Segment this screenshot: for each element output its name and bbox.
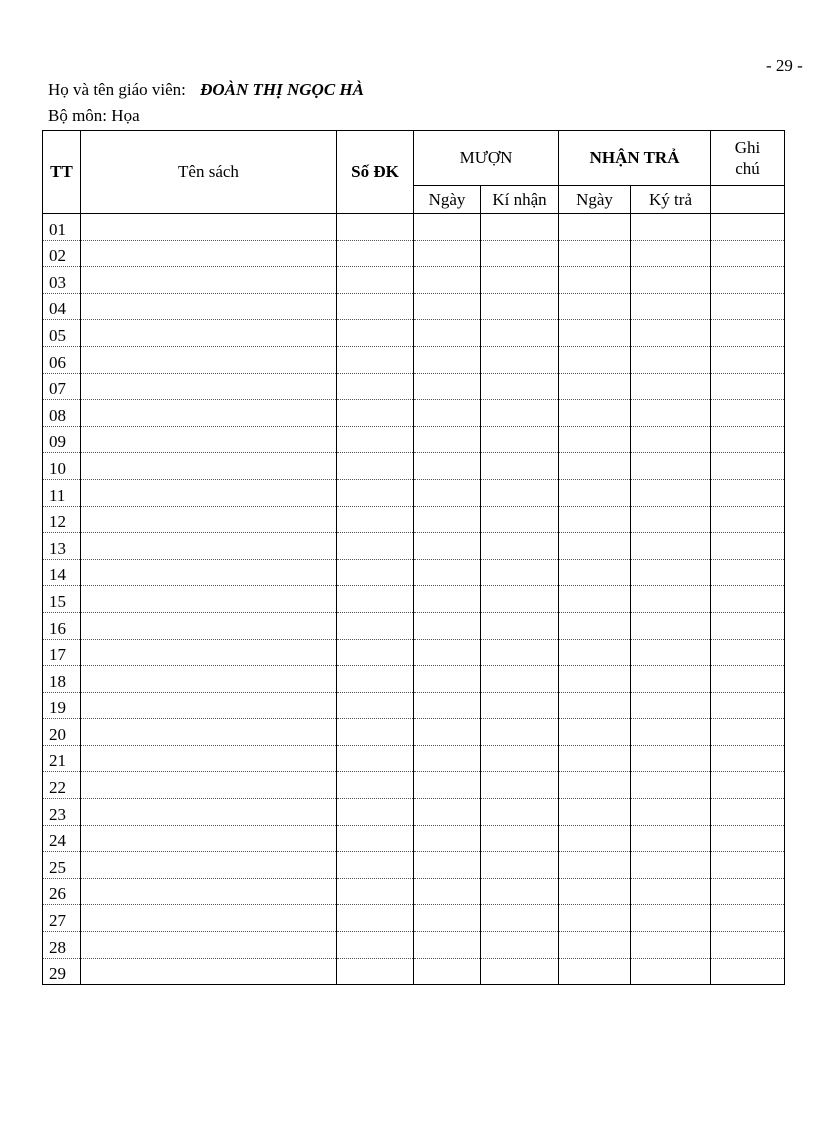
empty-cell (481, 400, 559, 427)
empty-cell (481, 772, 559, 799)
empty-cell (559, 612, 631, 639)
empty-cell (711, 506, 785, 533)
empty-cell (414, 320, 481, 347)
empty-cell (337, 533, 414, 560)
empty-cell (711, 453, 785, 480)
empty-cell (337, 799, 414, 826)
empty-cell (711, 612, 785, 639)
page-number: - 29 - (766, 56, 803, 75)
empty-cell (81, 453, 337, 480)
empty-cell (631, 479, 711, 506)
empty-cell (559, 958, 631, 985)
empty-cell (81, 799, 337, 826)
empty-cell (81, 745, 337, 772)
empty-cell (414, 719, 481, 746)
table-row (43, 214, 785, 241)
row-number: 12 (43, 506, 81, 533)
row-number: 26 (43, 878, 81, 905)
empty-cell (631, 293, 711, 320)
empty-cell (481, 373, 559, 400)
empty-cell (631, 719, 711, 746)
table-row (43, 400, 785, 427)
empty-cell (631, 346, 711, 373)
table-row (43, 293, 785, 320)
empty-cell (711, 559, 785, 586)
empty-cell (711, 852, 785, 879)
empty-cell (711, 479, 785, 506)
empty-cell (81, 666, 337, 693)
empty-cell (81, 346, 337, 373)
empty-cell (337, 932, 414, 959)
subject-label: Bộ môn: (48, 106, 108, 125)
empty-cell (631, 666, 711, 693)
empty-cell (337, 373, 414, 400)
empty-cell (81, 426, 337, 453)
empty-cell (711, 932, 785, 959)
col-header-notes-line2: chú (735, 159, 760, 178)
row-number: 11 (43, 479, 81, 506)
empty-cell (559, 666, 631, 693)
empty-cell (631, 320, 711, 347)
empty-cell (631, 852, 711, 879)
empty-cell (414, 612, 481, 639)
empty-cell (337, 639, 414, 666)
empty-cell (481, 586, 559, 613)
table-row (43, 745, 785, 772)
empty-cell (559, 825, 631, 852)
sub-header-borrow-sign: Kí nhận (481, 186, 559, 214)
empty-cell (631, 214, 711, 241)
empty-cell (414, 852, 481, 879)
empty-cell (337, 267, 414, 294)
empty-cell (559, 320, 631, 347)
table-row (43, 533, 785, 560)
table-row (43, 479, 785, 506)
empty-cell (559, 852, 631, 879)
empty-cell (559, 426, 631, 453)
empty-cell (481, 825, 559, 852)
empty-cell (631, 799, 711, 826)
col-group-return: NHẬN TRẢ (559, 131, 711, 186)
row-number: 21 (43, 745, 81, 772)
empty-cell (81, 612, 337, 639)
empty-cell (711, 267, 785, 294)
empty-cell (337, 559, 414, 586)
empty-cell (559, 346, 631, 373)
empty-cell (631, 267, 711, 294)
col-header-notes-line1: Ghi (734, 138, 761, 157)
empty-cell (559, 267, 631, 294)
empty-cell (414, 905, 481, 932)
empty-cell (559, 692, 631, 719)
empty-cell (559, 932, 631, 959)
empty-cell (481, 453, 559, 480)
empty-cell (631, 639, 711, 666)
empty-cell (481, 905, 559, 932)
empty-cell (711, 719, 785, 746)
row-number: 04 (43, 293, 81, 320)
col-header-registration-number: Số ĐK (337, 131, 414, 214)
col-header-tt: TT (43, 131, 81, 214)
empty-cell (337, 692, 414, 719)
empty-cell (337, 666, 414, 693)
empty-cell (337, 320, 414, 347)
empty-cell (81, 479, 337, 506)
row-number: 17 (43, 639, 81, 666)
empty-cell (711, 878, 785, 905)
empty-cell (481, 293, 559, 320)
table-row (43, 878, 785, 905)
row-number: 02 (43, 240, 81, 267)
row-number: 07 (43, 373, 81, 400)
empty-cell (481, 612, 559, 639)
empty-cell (711, 346, 785, 373)
empty-cell (81, 639, 337, 666)
empty-cell (711, 533, 785, 560)
empty-cell (481, 799, 559, 826)
row-number: 09 (43, 426, 81, 453)
row-number: 10 (43, 453, 81, 480)
empty-cell (631, 240, 711, 267)
row-number: 01 (43, 214, 81, 241)
empty-cell (81, 878, 337, 905)
row-number: 19 (43, 692, 81, 719)
empty-cell (337, 958, 414, 985)
empty-cell (559, 719, 631, 746)
empty-cell (631, 533, 711, 560)
empty-cell (414, 825, 481, 852)
empty-cell (81, 400, 337, 427)
empty-cell (711, 799, 785, 826)
empty-cell (81, 852, 337, 879)
table-row (43, 905, 785, 932)
row-number: 14 (43, 559, 81, 586)
empty-cell (81, 958, 337, 985)
empty-cell (81, 240, 337, 267)
table-row (43, 373, 785, 400)
empty-cell (711, 426, 785, 453)
sub-header-notes-blank (711, 186, 785, 214)
empty-cell (631, 825, 711, 852)
table-row (43, 612, 785, 639)
empty-cell (631, 772, 711, 799)
table-row (43, 639, 785, 666)
table-row (43, 267, 785, 294)
empty-cell (481, 267, 559, 294)
empty-cell (481, 426, 559, 453)
empty-cell (481, 932, 559, 959)
row-number: 24 (43, 825, 81, 852)
empty-cell (631, 373, 711, 400)
table-row (43, 772, 785, 799)
empty-cell (559, 559, 631, 586)
empty-cell (481, 533, 559, 560)
empty-cell (481, 240, 559, 267)
empty-cell (337, 772, 414, 799)
subject-value: Họa (111, 106, 140, 125)
empty-cell (337, 586, 414, 613)
empty-cell (559, 799, 631, 826)
empty-cell (81, 692, 337, 719)
table-row (43, 320, 785, 347)
table-row (43, 852, 785, 879)
empty-cell (559, 745, 631, 772)
row-number: 22 (43, 772, 81, 799)
empty-cell (711, 320, 785, 347)
row-number: 20 (43, 719, 81, 746)
empty-cell (631, 958, 711, 985)
row-number: 18 (43, 666, 81, 693)
empty-cell (711, 214, 785, 241)
empty-cell (711, 825, 785, 852)
teacher-label: Họ và tên giáo viên: (48, 80, 186, 99)
row-number: 13 (43, 533, 81, 560)
empty-cell (481, 559, 559, 586)
empty-cell (559, 479, 631, 506)
table-row (43, 559, 785, 586)
empty-cell (81, 932, 337, 959)
empty-cell (414, 559, 481, 586)
empty-cell (711, 373, 785, 400)
empty-cell (559, 506, 631, 533)
empty-cell (631, 400, 711, 427)
empty-cell (81, 825, 337, 852)
empty-cell (711, 958, 785, 985)
table-row (43, 666, 785, 693)
empty-cell (81, 533, 337, 560)
empty-cell (559, 453, 631, 480)
row-number: 06 (43, 346, 81, 373)
empty-cell (337, 852, 414, 879)
empty-cell (481, 878, 559, 905)
empty-cell (81, 320, 337, 347)
empty-cell (481, 320, 559, 347)
empty-cell (481, 745, 559, 772)
empty-cell (337, 745, 414, 772)
empty-cell (337, 719, 414, 746)
empty-cell (631, 932, 711, 959)
table-row (43, 346, 785, 373)
table-row (43, 958, 785, 985)
empty-cell (414, 745, 481, 772)
empty-cell (711, 905, 785, 932)
empty-cell (481, 639, 559, 666)
empty-cell (559, 905, 631, 932)
empty-cell (559, 293, 631, 320)
empty-cell (711, 400, 785, 427)
empty-cell (414, 533, 481, 560)
empty-cell (711, 666, 785, 693)
empty-cell (337, 293, 414, 320)
empty-cell (711, 639, 785, 666)
empty-cell (711, 586, 785, 613)
empty-cell (559, 373, 631, 400)
empty-cell (81, 373, 337, 400)
empty-cell (631, 745, 711, 772)
empty-cell (337, 240, 414, 267)
table-row (43, 506, 785, 533)
empty-cell (711, 692, 785, 719)
empty-cell (481, 692, 559, 719)
empty-cell (631, 426, 711, 453)
table-row (43, 932, 785, 959)
table-row (43, 453, 785, 480)
empty-cell (81, 905, 337, 932)
empty-cell (631, 692, 711, 719)
empty-cell (414, 586, 481, 613)
empty-cell (414, 666, 481, 693)
table-row (43, 692, 785, 719)
row-number: 23 (43, 799, 81, 826)
teacher-line (48, 80, 364, 100)
empty-cell (337, 479, 414, 506)
empty-cell (414, 958, 481, 985)
empty-cell (337, 506, 414, 533)
table-row (43, 799, 785, 826)
empty-cell (414, 400, 481, 427)
empty-cell (81, 506, 337, 533)
table-row (43, 825, 785, 852)
empty-cell (414, 267, 481, 294)
empty-cell (337, 214, 414, 241)
empty-cell (81, 719, 337, 746)
row-number: 03 (43, 267, 81, 294)
table-row (43, 586, 785, 613)
row-number: 29 (43, 958, 81, 985)
teacher-name: ĐOÀN THỊ NGỌC HÀ (200, 80, 364, 99)
empty-cell (81, 586, 337, 613)
table-body (43, 214, 785, 985)
empty-cell (414, 453, 481, 480)
empty-cell (414, 293, 481, 320)
empty-cell (414, 346, 481, 373)
empty-cell (414, 426, 481, 453)
empty-cell (559, 878, 631, 905)
row-number: 15 (43, 586, 81, 613)
empty-cell (481, 958, 559, 985)
row-number: 25 (43, 852, 81, 879)
empty-cell (414, 506, 481, 533)
col-header-notes (711, 131, 785, 186)
sub-header-return-date: Ngày (559, 186, 631, 214)
empty-cell (414, 240, 481, 267)
empty-cell (414, 932, 481, 959)
empty-cell (559, 639, 631, 666)
empty-cell (631, 506, 711, 533)
empty-cell (414, 373, 481, 400)
empty-cell (481, 214, 559, 241)
empty-cell (337, 400, 414, 427)
book-loan-table (42, 130, 785, 985)
sub-header-borrow-date: Ngày (414, 186, 481, 214)
empty-cell (631, 878, 711, 905)
empty-cell (81, 559, 337, 586)
empty-cell (414, 214, 481, 241)
empty-cell (81, 267, 337, 294)
empty-cell (481, 852, 559, 879)
row-number: 27 (43, 905, 81, 932)
empty-cell (337, 825, 414, 852)
empty-cell (711, 745, 785, 772)
empty-cell (711, 240, 785, 267)
empty-cell (631, 453, 711, 480)
empty-cell (481, 479, 559, 506)
empty-cell (414, 772, 481, 799)
empty-cell (414, 639, 481, 666)
col-group-borrow: MƯỢN (414, 131, 559, 186)
sub-header-return-sign: Ký trả (631, 186, 711, 214)
row-number: 05 (43, 320, 81, 347)
empty-cell (631, 559, 711, 586)
empty-cell (559, 400, 631, 427)
empty-cell (337, 346, 414, 373)
empty-cell (559, 214, 631, 241)
col-header-book-name: Tên sách (81, 131, 337, 214)
empty-cell (711, 772, 785, 799)
empty-cell (337, 878, 414, 905)
empty-cell (414, 479, 481, 506)
empty-cell (559, 772, 631, 799)
empty-cell (559, 586, 631, 613)
empty-cell (631, 586, 711, 613)
empty-cell (81, 772, 337, 799)
empty-cell (559, 533, 631, 560)
empty-cell (481, 506, 559, 533)
empty-cell (481, 346, 559, 373)
empty-cell (414, 799, 481, 826)
empty-cell (414, 878, 481, 905)
empty-cell (414, 692, 481, 719)
empty-cell (81, 293, 337, 320)
table-row (43, 240, 785, 267)
empty-cell (337, 453, 414, 480)
empty-cell (81, 214, 337, 241)
empty-cell (337, 612, 414, 639)
empty-cell (337, 905, 414, 932)
row-number: 28 (43, 932, 81, 959)
empty-cell (711, 293, 785, 320)
table-row (43, 426, 785, 453)
empty-cell (481, 719, 559, 746)
row-number: 08 (43, 400, 81, 427)
empty-cell (481, 666, 559, 693)
row-number: 16 (43, 612, 81, 639)
empty-cell (337, 426, 414, 453)
empty-cell (631, 612, 711, 639)
empty-cell (559, 240, 631, 267)
table-row (43, 719, 785, 746)
subject-line (48, 106, 140, 126)
empty-cell (631, 905, 711, 932)
